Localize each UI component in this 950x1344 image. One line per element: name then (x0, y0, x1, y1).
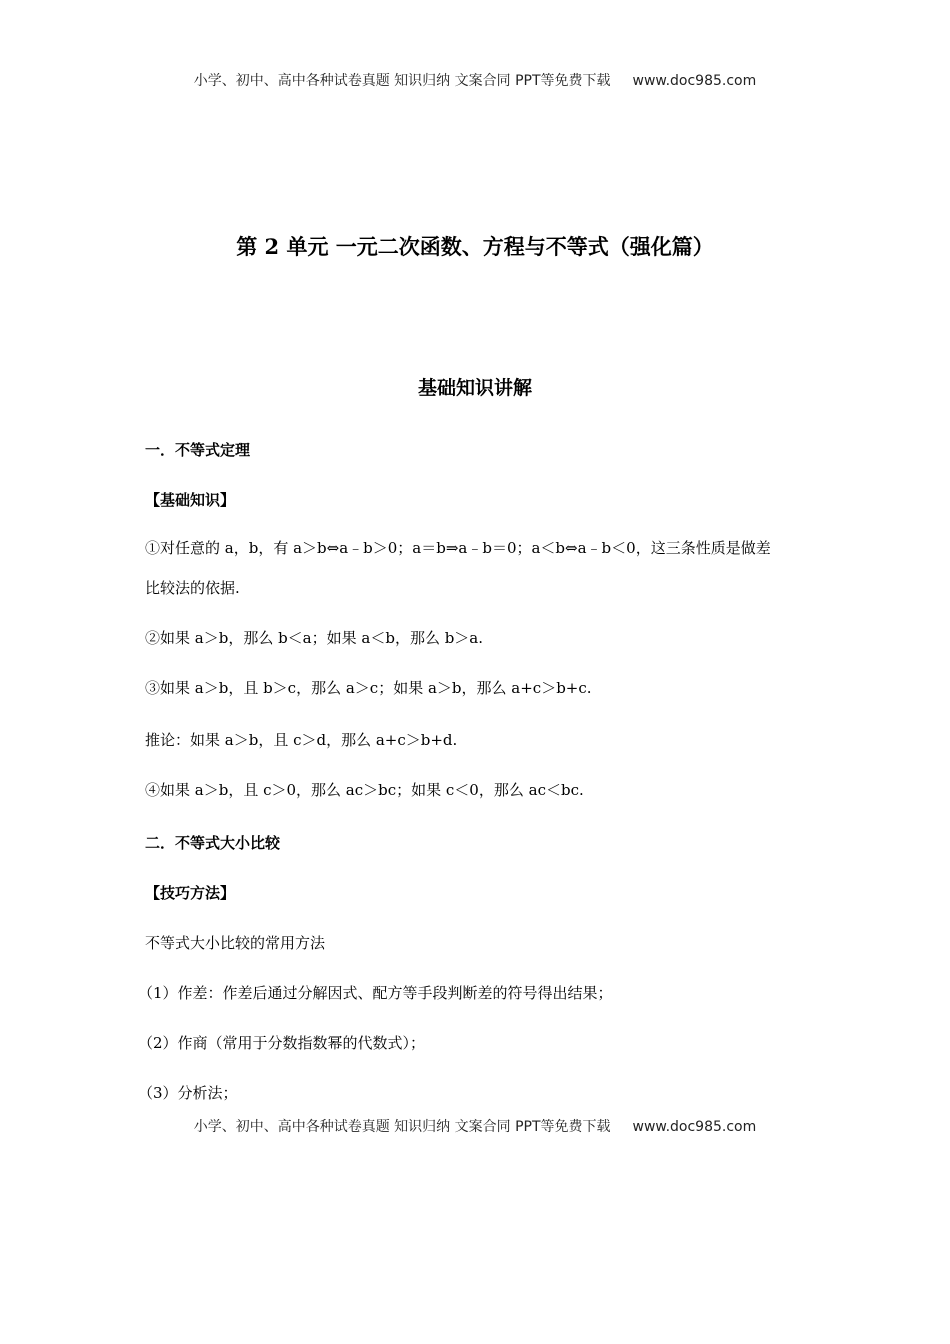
body-line: 推论：如果 a＞b，且 c＞d，那么 a+c＞b+d. (145, 731, 458, 749)
body-line: 不等式大小比较的常用方法 (145, 934, 326, 952)
header-text: 小学、初中、高中各种试卷真题 知识归纳 文案合同 PPT等免费下载 (193, 73, 611, 89)
page-header (0, 70, 950, 90)
document-title: 第 2 单元 一元二次函数、方程与不等式（强化篇） (236, 234, 714, 259)
body-line: ①对任意的 a，b，有 a＞b⇔a﹣b＞0；a＝b⇒a﹣b＝0；a＜b⇔a﹣b＜0，这三条性质是做差 (145, 539, 771, 557)
header-url[interactable]: www.doc985.com (632, 73, 757, 89)
body-line: ②如果 a＞b，那么 b＜a；如果 a＜b，那么 b＞a. (145, 629, 484, 647)
footer-url[interactable]: www.doc985.com (632, 1119, 757, 1135)
body-line: ③如果 a＞b，且 b＞c，那么 a＞c；如果 a＞b，那么 a+c＞b+c. (145, 679, 592, 697)
section-label: 【技巧方法】 (145, 884, 236, 902)
body-line: （3）分析法； (138, 1084, 238, 1102)
section-heading: 一．不等式定理 (145, 441, 251, 459)
body-line: （1）作差：作差后通过分解因式、配方等手段判断差的符号得出结果； (138, 984, 613, 1002)
body-line: ④如果 a＞b，且 c＞0，那么 ac＞bc；如果 c＜0，那么 ac＜bc. (145, 781, 584, 799)
section-subtitle: 基础知识讲解 (417, 377, 532, 399)
section-label: 【基础知识】 (145, 491, 236, 509)
body-line: 比较法的依据. (145, 579, 240, 597)
footer-text: 小学、初中、高中各种试卷真题 知识归纳 文案合同 PPT等免费下载 (193, 1119, 611, 1135)
section-heading: 二．不等式大小比较 (145, 834, 281, 852)
page-footer (0, 1116, 950, 1136)
body-line: （2）作商（常用于分数指数幂的代数式）； (138, 1034, 426, 1052)
